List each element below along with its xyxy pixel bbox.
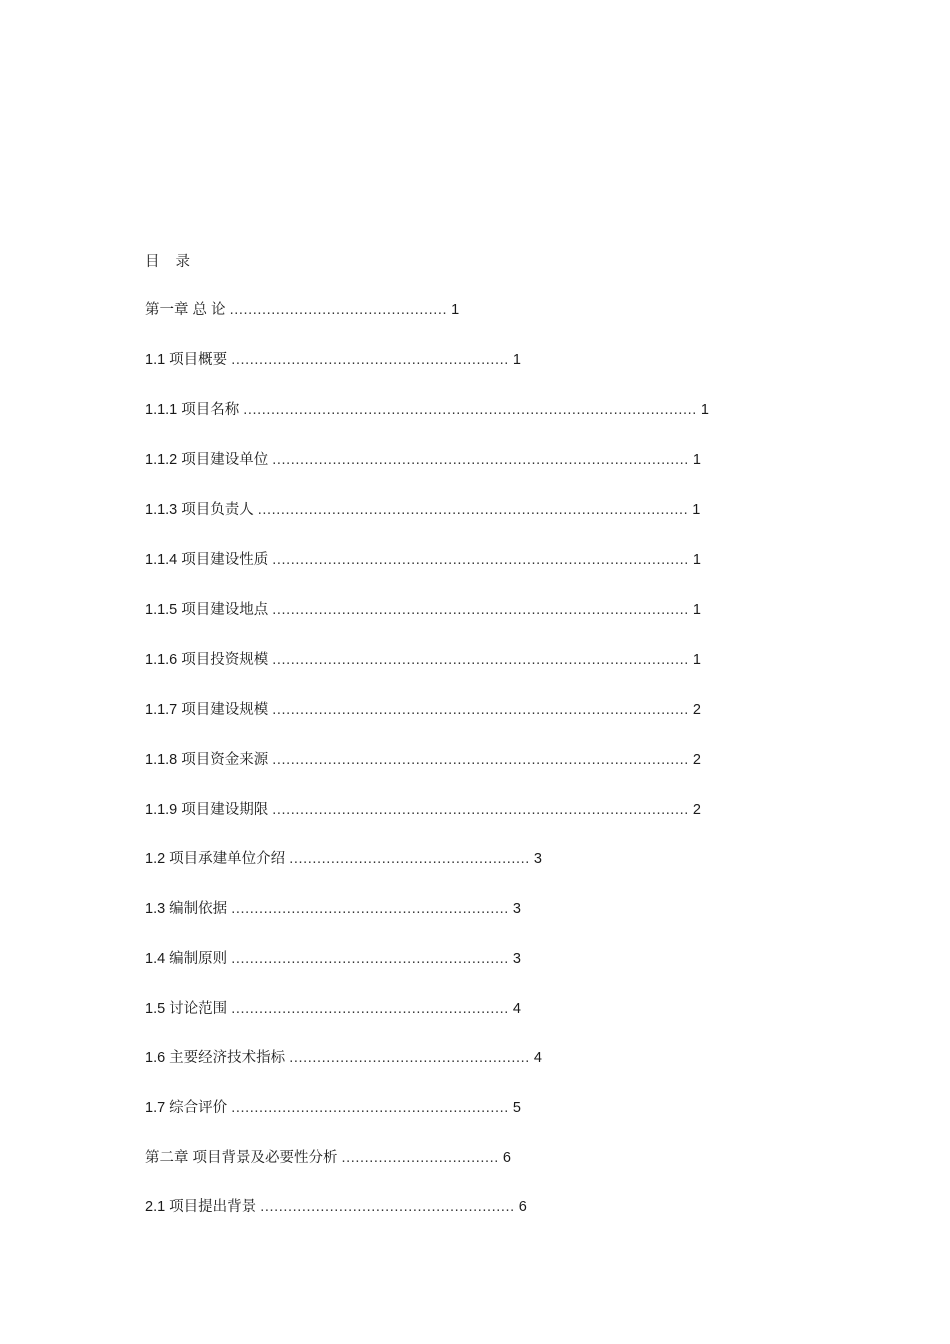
toc-entry[interactable] bbox=[145, 500, 700, 520]
toc-entry-label: 1.1.4 项目建设性质 bbox=[145, 552, 269, 568]
toc-leader-dots: .......................................................................................... bbox=[272, 752, 689, 768]
toc-leader-dots: .................................................................................................. bbox=[243, 402, 697, 418]
toc-leader-dots: ............................................................ bbox=[231, 352, 509, 368]
toc-entry-label: 1.1.8 项目资金来源 bbox=[145, 752, 269, 768]
toc-entry-label: 1.5 讨论范围 bbox=[145, 1001, 228, 1017]
toc-leader-dots: .......................................................................................... bbox=[272, 452, 689, 468]
toc-leader-dots: .................................................... bbox=[289, 851, 530, 867]
toc-entry[interactable] bbox=[145, 849, 542, 869]
toc-entry[interactable] bbox=[145, 949, 521, 969]
toc-entry[interactable] bbox=[145, 1148, 511, 1168]
toc-entry-label: 第一章 总 论 bbox=[145, 302, 226, 318]
toc-page-number: 2 bbox=[692, 702, 701, 718]
toc-entry[interactable] bbox=[145, 450, 701, 470]
toc-entry[interactable] bbox=[145, 999, 521, 1019]
toc-entry-label: 第二章 项目背景及必要性分析 bbox=[145, 1150, 338, 1166]
toc-entry[interactable] bbox=[145, 550, 701, 570]
toc-page-number: 1 bbox=[692, 652, 701, 668]
toc-leader-dots: .......................................................................................... bbox=[272, 552, 689, 568]
toc-page-number: 5 bbox=[512, 1100, 521, 1116]
toc-entry-label: 1.2 项目承建单位介绍 bbox=[145, 851, 286, 867]
toc-leader-dots: .......................................................................................... bbox=[272, 602, 689, 618]
toc-page-number: 3 bbox=[533, 851, 542, 867]
toc-page-number: 1 bbox=[692, 602, 701, 618]
toc-page-number: 4 bbox=[533, 1050, 542, 1066]
toc-leader-dots: .................................. bbox=[341, 1150, 499, 1166]
toc-title: 目 录 bbox=[145, 254, 197, 270]
toc-leader-dots: ............................................................ bbox=[231, 951, 509, 967]
toc-leader-dots: ............................................................ bbox=[231, 1100, 509, 1116]
toc-entry[interactable] bbox=[145, 750, 701, 770]
toc-page-number: 1 bbox=[700, 402, 709, 418]
toc-entry-label: 1.1.1 项目名称 bbox=[145, 402, 240, 418]
toc-leader-dots: .......................................................................................... bbox=[272, 802, 689, 818]
toc-leader-dots: .......................................................................................... bbox=[272, 652, 689, 668]
toc-page-number: 1 bbox=[692, 552, 701, 568]
toc-page-number: 4 bbox=[512, 1001, 521, 1017]
toc-entry-label: 1.1.3 项目负责人 bbox=[145, 502, 254, 518]
toc-leader-dots: ............................................................ bbox=[231, 1001, 509, 1017]
toc-entry[interactable] bbox=[145, 350, 521, 370]
toc-leader-dots: .......................................................................................... bbox=[272, 702, 689, 718]
toc-page-number: 2 bbox=[692, 802, 701, 818]
toc-entry[interactable] bbox=[145, 800, 701, 820]
toc-entry[interactable] bbox=[145, 300, 459, 320]
toc-entry-label: 1.6 主要经济技术指标 bbox=[145, 1050, 286, 1066]
toc-entry[interactable] bbox=[145, 600, 701, 620]
toc-entry-label: 1.1.6 项目投资规模 bbox=[145, 652, 269, 668]
toc-leader-dots: ............................................................................................. bbox=[257, 502, 689, 518]
toc-entry-label: 1.1.5 项目建设地点 bbox=[145, 602, 269, 618]
toc-page-number: 6 bbox=[502, 1150, 511, 1166]
toc-entry[interactable] bbox=[145, 400, 709, 420]
toc-leader-dots: ............................................................ bbox=[231, 901, 509, 917]
toc-entry-label: 2.1 项目提出背景 bbox=[145, 1199, 257, 1215]
toc-entry-label: 1.4 编制原则 bbox=[145, 951, 228, 967]
toc-leader-dots: ....................................................... bbox=[260, 1199, 515, 1215]
toc-page-number: 6 bbox=[518, 1199, 527, 1215]
toc-page-number: 1 bbox=[692, 452, 701, 468]
toc-entry-label: 1.3 编制依据 bbox=[145, 901, 228, 917]
toc-page-number: 3 bbox=[512, 901, 521, 917]
toc-page-number: 2 bbox=[692, 752, 701, 768]
toc-entry[interactable] bbox=[145, 899, 521, 919]
toc-page-number: 1 bbox=[451, 302, 460, 318]
toc-entry[interactable] bbox=[145, 1048, 542, 1068]
toc-entry-label: 1.1.2 项目建设单位 bbox=[145, 452, 269, 468]
toc-leader-dots: ............................................... bbox=[229, 302, 448, 318]
toc-entry-label: 1.1.7 项目建设规模 bbox=[145, 702, 269, 718]
toc-entry-label: 1.1 项目概要 bbox=[145, 352, 228, 368]
toc-entry[interactable] bbox=[145, 700, 701, 720]
toc-entry[interactable] bbox=[145, 1098, 521, 1118]
toc-page-number: 1 bbox=[692, 502, 701, 518]
toc-entry[interactable] bbox=[145, 1197, 527, 1217]
toc-entry[interactable] bbox=[145, 650, 701, 670]
toc-leader-dots: .................................................... bbox=[289, 1050, 530, 1066]
toc-page-number: 3 bbox=[512, 951, 521, 967]
toc-page-number: 1 bbox=[512, 352, 521, 368]
toc-entry-label: 1.7 综合评价 bbox=[145, 1100, 228, 1116]
toc-entry-label: 1.1.9 项目建设期限 bbox=[145, 802, 269, 818]
